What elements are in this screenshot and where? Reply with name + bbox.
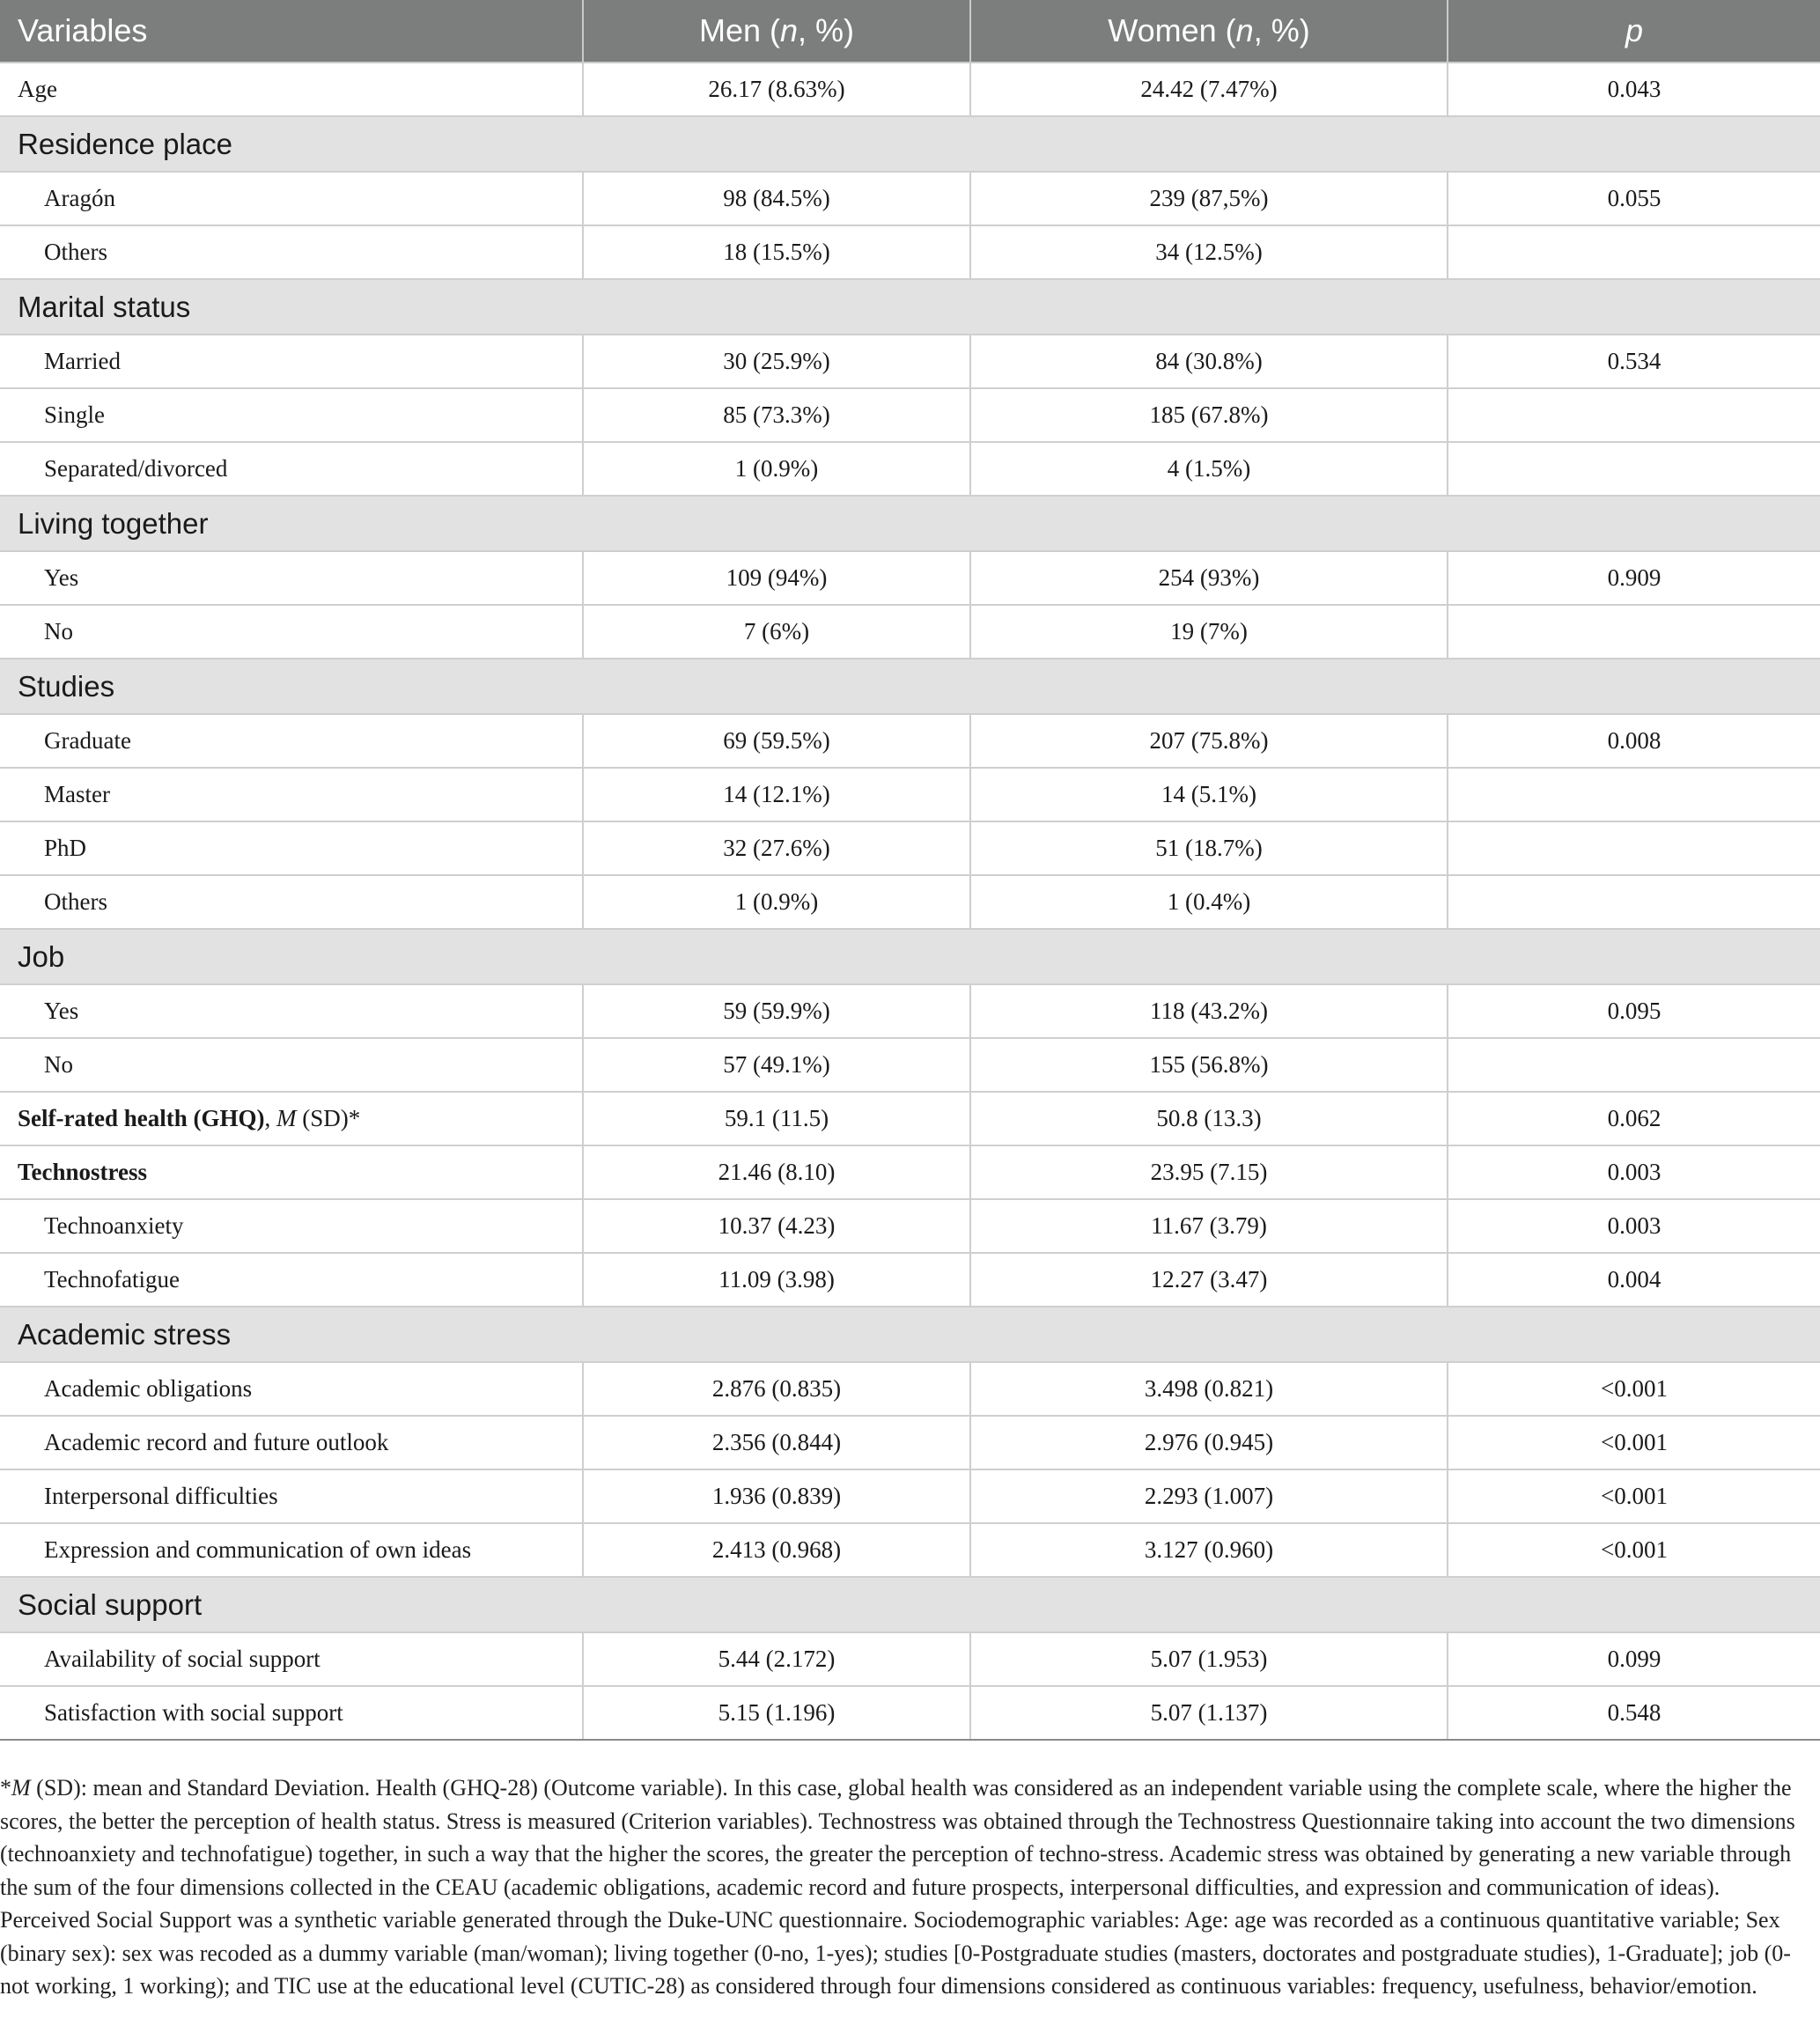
men-value: 18 (15.5%) [583, 225, 970, 279]
p-value: 0.534 [1448, 335, 1820, 388]
table-header-row [0, 0, 1820, 63]
section-row-academic [0, 1307, 1820, 1362]
row-label: Master [0, 768, 583, 821]
section-row-job [0, 929, 1820, 984]
table-row [0, 605, 1820, 659]
section-row-living [0, 496, 1820, 551]
table-row [0, 1145, 1820, 1199]
men-value: 7 (6%) [583, 605, 970, 659]
men-value: 2.356 (0.844) [583, 1416, 970, 1469]
row-label: Age [0, 63, 583, 116]
p-value: 0.008 [1448, 714, 1820, 768]
row-label: Graduate [0, 714, 583, 768]
p-value: <0.001 [1448, 1362, 1820, 1416]
table-row [0, 551, 1820, 605]
section-title: Social support [0, 1577, 1820, 1632]
row-label: Technostress [0, 1145, 583, 1199]
p-value [1448, 768, 1820, 821]
women-value: 11.67 (3.79) [970, 1199, 1448, 1253]
table-row [0, 225, 1820, 279]
table-row [0, 1416, 1820, 1469]
men-value: 5.15 (1.196) [583, 1686, 970, 1740]
p-value [1448, 1038, 1820, 1092]
table-row [0, 1469, 1820, 1523]
header-men: Men (n, %) [583, 0, 970, 63]
women-value: 12.27 (3.47) [970, 1253, 1448, 1307]
women-value: 118 (43.2%) [970, 984, 1448, 1038]
header-variables: Variables [0, 0, 583, 63]
row-label: Separated/divorced [0, 442, 583, 496]
table-row [0, 1523, 1820, 1577]
row-label: Yes [0, 984, 583, 1038]
women-value: 3.498 (0.821) [970, 1362, 1448, 1416]
men-value: 2.876 (0.835) [583, 1362, 970, 1416]
row-label: No [0, 1038, 583, 1092]
table-row [0, 335, 1820, 388]
p-value: <0.001 [1448, 1469, 1820, 1523]
section-title: Job [0, 929, 1820, 984]
women-value: 19 (7%) [970, 605, 1448, 659]
women-value: 24.42 (7.47%) [970, 63, 1448, 116]
row-label: Technofatigue [0, 1253, 583, 1307]
table-row [0, 821, 1820, 875]
men-value: 85 (73.3%) [583, 388, 970, 442]
table-row [0, 63, 1820, 116]
table-row [0, 1092, 1820, 1145]
men-value: 11.09 (3.98) [583, 1253, 970, 1307]
table-row [0, 1253, 1820, 1307]
p-value [1448, 605, 1820, 659]
women-value: 14 (5.1%) [970, 768, 1448, 821]
p-value: <0.001 [1448, 1416, 1820, 1469]
women-value: 239 (87,5%) [970, 172, 1448, 225]
men-value: 26.17 (8.63%) [583, 63, 970, 116]
men-value: 1 (0.9%) [583, 875, 970, 929]
women-value: 5.07 (1.953) [970, 1632, 1448, 1686]
row-label: Academic record and future outlook [0, 1416, 583, 1469]
table-row [0, 1038, 1820, 1092]
table-row [0, 388, 1820, 442]
men-value: 57 (49.1%) [583, 1038, 970, 1092]
row-label: Satisfaction with social support [0, 1686, 583, 1740]
men-value: 1 (0.9%) [583, 442, 970, 496]
header-women: Women (n, %) [970, 0, 1448, 63]
p-value: <0.001 [1448, 1523, 1820, 1577]
section-title: Residence place [0, 116, 1820, 172]
women-value: 207 (75.8%) [970, 714, 1448, 768]
men-value: 32 (27.6%) [583, 821, 970, 875]
men-value: 2.413 (0.968) [583, 1523, 970, 1577]
p-value: 0.003 [1448, 1145, 1820, 1199]
p-value [1448, 821, 1820, 875]
men-value: 1.936 (0.839) [583, 1469, 970, 1523]
table-row [0, 984, 1820, 1038]
p-value: 0.004 [1448, 1253, 1820, 1307]
table-row [0, 1199, 1820, 1253]
p-value [1448, 388, 1820, 442]
section-title: Marital status [0, 279, 1820, 335]
row-label: Yes [0, 551, 583, 605]
p-value [1448, 442, 1820, 496]
table-row [0, 714, 1820, 768]
women-value: 155 (56.8%) [970, 1038, 1448, 1092]
table-row [0, 1686, 1820, 1740]
section-row-marital [0, 279, 1820, 335]
women-value: 2.976 (0.945) [970, 1416, 1448, 1469]
p-value: 0.062 [1448, 1092, 1820, 1145]
women-value: 3.127 (0.960) [970, 1523, 1448, 1577]
table-footnote: *M (SD): mean and Standard Deviation. Health (GHQ-28) (Outcome variable). In this case, global health was considered as an independent variable using the complete scale, where the higher the scores, the better the perception of health status. Stress is measured (Criterion variables). Technostress was obtained through the Technostress Questionnaire taking into account the two dimensions (technoanxiety and technofatigue) together, in such a way that the higher the scores, the greater the perception of techno-stress. Academic stress was obtained by generating a new variable through the sum of the four dimensions collected in the CEAU (academic obligations, academic record and future prospects, interpersonal difficulties, and expression and communication of ideas). Perceived Social Support was a synthetic variable generated through the Duke-UNC questionnaire. Sociodemographic variables: Age: age was recorded as a continuous quantitative variable; Sex (binary sex): sex was recoded as a dummy variable (man/woman); living together (0-no, 1-yes); studies [0-Postgraduate studies (masters, doctorates and postgraduate studies), 1-Graduate]; job (0-not working, 1 working); and TIC use at the educational level (CUTIC-28) as considered through four dimensions considered as continuous variables: frequency, usefulness, behavior/emotion. [0, 1775, 1795, 1999]
table-row [0, 875, 1820, 929]
women-value: 2.293 (1.007) [970, 1469, 1448, 1523]
p-value [1448, 875, 1820, 929]
women-value: 5.07 (1.137) [970, 1686, 1448, 1740]
men-value: 14 (12.1%) [583, 768, 970, 821]
section-row-studies [0, 659, 1820, 714]
men-value: 5.44 (2.172) [583, 1632, 970, 1686]
section-row-residence [0, 116, 1820, 172]
p-value: 0.055 [1448, 172, 1820, 225]
p-value: 0.095 [1448, 984, 1820, 1038]
p-value: 0.909 [1448, 551, 1820, 605]
women-value: 23.95 (7.15) [970, 1145, 1448, 1199]
table-row [0, 442, 1820, 496]
women-value: 84 (30.8%) [970, 335, 1448, 388]
table-row [0, 1632, 1820, 1686]
row-label: Self-rated health (GHQ), M (SD)* [0, 1092, 583, 1145]
table-row [0, 768, 1820, 821]
row-label: Technoanxiety [0, 1199, 583, 1253]
women-value: 1 (0.4%) [970, 875, 1448, 929]
section-title: Living together [0, 496, 1820, 551]
row-label: PhD [0, 821, 583, 875]
section-title: Studies [0, 659, 1820, 714]
men-value: 109 (94%) [583, 551, 970, 605]
men-value: 98 (84.5%) [583, 172, 970, 225]
p-value: 0.043 [1448, 63, 1820, 116]
row-label: Married [0, 335, 583, 388]
p-value: 0.548 [1448, 1686, 1820, 1740]
header-p: p [1448, 0, 1820, 63]
row-label: Others [0, 875, 583, 929]
women-value: 50.8 (13.3) [970, 1092, 1448, 1145]
p-value: 0.003 [1448, 1199, 1820, 1253]
section-title: Academic stress [0, 1307, 1820, 1362]
row-label: Interpersonal difficulties [0, 1469, 583, 1523]
row-label: Single [0, 388, 583, 442]
women-value: 34 (12.5%) [970, 225, 1448, 279]
p-value: 0.099 [1448, 1632, 1820, 1686]
table-row [0, 172, 1820, 225]
p-value [1448, 225, 1820, 279]
row-label: Expression and communication of own ideas [0, 1523, 583, 1577]
row-label: Academic obligations [0, 1362, 583, 1416]
row-label: No [0, 605, 583, 659]
row-label: Availability of social support [0, 1632, 583, 1686]
women-value: 254 (93%) [970, 551, 1448, 605]
table-row [0, 1362, 1820, 1416]
men-value: 30 (25.9%) [583, 335, 970, 388]
men-value: 10.37 (4.23) [583, 1199, 970, 1253]
row-label: Others [0, 225, 583, 279]
women-value: 4 (1.5%) [970, 442, 1448, 496]
men-value: 21.46 (8.10) [583, 1145, 970, 1199]
women-value: 51 (18.7%) [970, 821, 1448, 875]
section-row-social [0, 1577, 1820, 1632]
women-value: 185 (67.8%) [970, 388, 1448, 442]
row-label: Aragón [0, 172, 583, 225]
men-value: 59 (59.9%) [583, 984, 970, 1038]
men-value: 69 (59.5%) [583, 714, 970, 768]
men-value: 59.1 (11.5) [583, 1092, 970, 1145]
